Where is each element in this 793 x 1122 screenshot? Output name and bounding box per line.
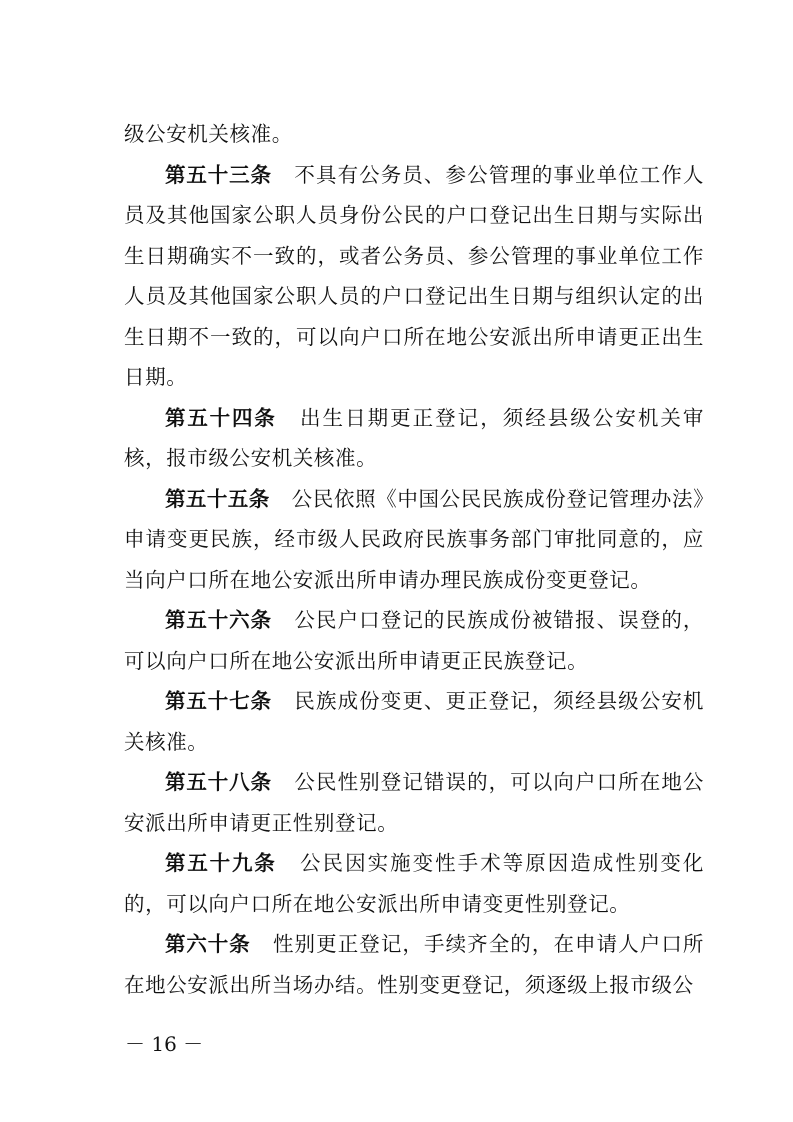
article-60-number: 第六十条	[165, 932, 251, 956]
article-55	[124, 479, 704, 601]
page-number: － 16 －	[125, 1032, 204, 1056]
article-59-number: 第五十九条	[165, 851, 277, 875]
article-59	[124, 843, 704, 924]
article-57-text: 民族成份变更、更正登记，须经县级公安机关核准。	[124, 689, 704, 754]
article-54-text: 出生日期更正登记，须经县级公安机关审核，报市级公安机关核准。	[124, 405, 704, 470]
article-53-text: 不具有公务员、参公管理的事业单位工作人员及其他国家公职人员身份公民的户口登记出生日期与实际出生日期确实不一致的，或者公务员、参公管理的事业单位工作人员及其他国家公职人员的户口登记出生日期与组织认定的出生日期不一致的，可以向户口所在地公安派出所申请更正出生日期。	[124, 162, 704, 389]
article-55-number: 第五十五条	[165, 486, 270, 511]
document-body	[124, 114, 704, 1005]
article-56	[124, 600, 704, 681]
article-53-number: 第五十三条	[165, 162, 272, 187]
article-58-number: 第五十八条	[165, 770, 272, 794]
article-59-text: 公民因实施变性手术等原因造成性别变化的，可以向户口所在地公安派出所申请变更性别登记。	[124, 851, 704, 916]
article-57	[124, 681, 704, 762]
continuation-paragraph: 级公安机关核准。	[124, 122, 293, 146]
article-54	[124, 398, 704, 479]
article-56-number: 第五十六条	[165, 608, 272, 632]
article-60	[124, 924, 704, 1005]
article-56-text: 公民户口登记的民族成份被错报、误登的，可以向户口所在地公安派出所申请更正民族登记。	[124, 608, 704, 673]
article-60-text: 性别更正登记，手续齐全的，在申请人户口所在地公安派出所当场办结。性别变更登记，须逐级上报市级公	[124, 932, 704, 997]
article-58	[124, 762, 704, 843]
article-53	[124, 155, 704, 398]
article-58-text: 公民性别登记错误的，可以向户口所在地公安派出所申请更正性别登记。	[124, 770, 704, 835]
article-55-text: 公民依照《中国公民民族成份登记管理办法》申请变更民族，经市级人民政府民族事务部门审批同意的，应当向户口所在地公安派出所申请办理民族成份变更登记。	[124, 486, 705, 592]
article-54-number: 第五十四条	[165, 405, 277, 430]
article-57-number: 第五十七条	[165, 689, 272, 713]
